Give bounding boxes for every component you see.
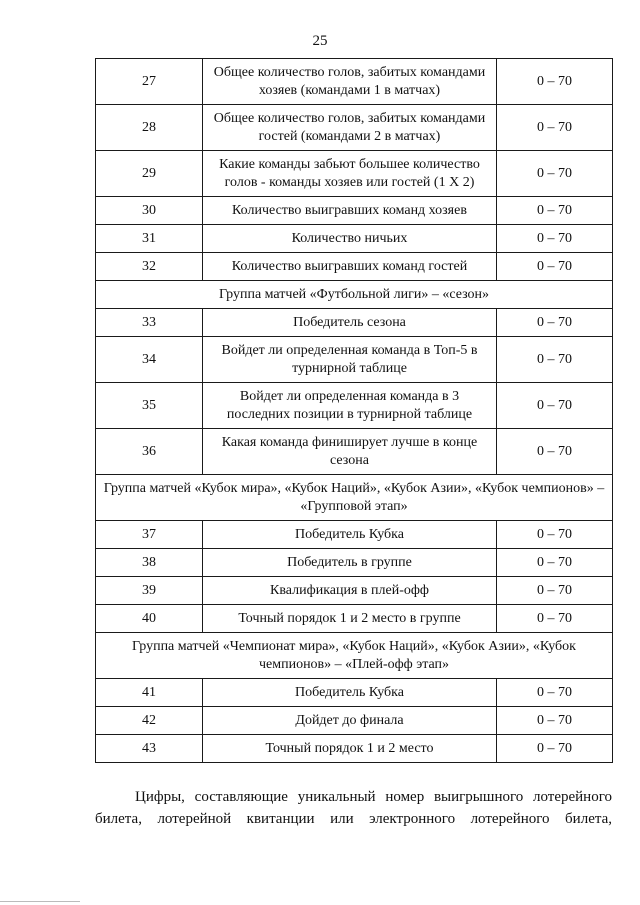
row-range-cell: 0 – 70 <box>497 151 613 197</box>
row-range-cell: 0 – 70 <box>497 605 613 633</box>
row-number-cell: 36 <box>96 429 203 475</box>
table-row <box>96 105 613 151</box>
table-row <box>96 549 613 577</box>
group-header-row <box>96 281 613 309</box>
row-description-cell: Количество ничьих <box>203 225 497 253</box>
row-number-cell: 35 <box>96 383 203 429</box>
results-table <box>95 58 613 763</box>
row-number-cell: 27 <box>96 59 203 105</box>
body-text-line-1: Цифры, составляющие уникальный номер выигрышного лотерейного <box>135 789 612 805</box>
table-row <box>96 59 613 105</box>
table-row <box>96 253 613 281</box>
row-range-cell: 0 – 70 <box>497 707 613 735</box>
row-description-cell: Точный порядок 1 и 2 место в группе <box>203 605 497 633</box>
row-description-cell: Количество выигравших команд хозяев <box>203 197 497 225</box>
body-text-line-2: билета, лотерейной квитанции или электронного лотерейного билета, <box>95 811 612 827</box>
row-range-cell: 0 – 70 <box>497 337 613 383</box>
row-description-cell: Победитель Кубка <box>203 679 497 707</box>
row-description-cell: Победитель в группе <box>203 549 497 577</box>
row-range-cell: 0 – 70 <box>497 105 613 151</box>
row-range-cell: 0 – 70 <box>497 225 613 253</box>
row-range-cell: 0 – 70 <box>497 253 613 281</box>
footer-rule <box>0 901 80 902</box>
row-number-cell: 39 <box>96 577 203 605</box>
table-row <box>96 337 613 383</box>
table-row <box>96 383 613 429</box>
row-number-cell: 40 <box>96 605 203 633</box>
table-row <box>96 707 613 735</box>
row-description-cell: Победитель сезона <box>203 309 497 337</box>
row-number-cell: 33 <box>96 309 203 337</box>
group-header-cell: Группа матчей «Чемпионат мира», «Кубок Наций», «Кубок Азии», «Кубок чемпионов» – «Плей-офф этап» <box>96 633 613 679</box>
row-description-cell: Квалификация в плей-офф <box>203 577 497 605</box>
table-body <box>96 59 613 763</box>
table-row <box>96 429 613 475</box>
row-number-cell: 31 <box>96 225 203 253</box>
table-row <box>96 225 613 253</box>
group-header-cell: Группа матчей «Футбольной лиги» – «сезон» <box>96 281 613 309</box>
row-description-cell: Войдет ли определенная команда в 3 последних позиции в турнирной таблице <box>203 383 497 429</box>
row-range-cell: 0 – 70 <box>497 59 613 105</box>
row-range-cell: 0 – 70 <box>497 679 613 707</box>
row-description-cell: Количество выигравших команд гостей <box>203 253 497 281</box>
row-number-cell: 30 <box>96 197 203 225</box>
group-header-row <box>96 633 613 679</box>
row-number-cell: 43 <box>96 735 203 763</box>
table-row <box>96 735 613 763</box>
row-number-cell: 37 <box>96 521 203 549</box>
row-description-cell: Какая команда финиширует лучше в конце сезона <box>203 429 497 475</box>
row-number-cell: 34 <box>96 337 203 383</box>
row-range-cell: 0 – 70 <box>497 735 613 763</box>
row-description-cell: Дойдет до финала <box>203 707 497 735</box>
table-row <box>96 605 613 633</box>
row-range-cell: 0 – 70 <box>497 309 613 337</box>
table-row <box>96 521 613 549</box>
row-number-cell: 38 <box>96 549 203 577</box>
row-description-cell: Общее количество голов, забитых командами гостей (командами 2 в матчах) <box>203 105 497 151</box>
table-row <box>96 679 613 707</box>
table-row <box>96 309 613 337</box>
row-number-cell: 28 <box>96 105 203 151</box>
row-range-cell: 0 – 70 <box>497 197 613 225</box>
row-description-cell: Точный порядок 1 и 2 место <box>203 735 497 763</box>
row-description-cell: Победитель Кубка <box>203 521 497 549</box>
table-row <box>96 151 613 197</box>
row-range-cell: 0 – 70 <box>497 383 613 429</box>
row-description-cell: Какие команды забьют большее количество голов - команды хозяев или гостей (1 Х 2) <box>203 151 497 197</box>
row-number-cell: 32 <box>96 253 203 281</box>
row-description-cell: Войдет ли определенная команда в Топ-5 в турнирной таблице <box>203 337 497 383</box>
group-header-row <box>96 475 613 521</box>
table-row <box>96 197 613 225</box>
row-number-cell: 29 <box>96 151 203 197</box>
row-range-cell: 0 – 70 <box>497 549 613 577</box>
row-range-cell: 0 – 70 <box>497 429 613 475</box>
page-number: 25 <box>312 33 328 49</box>
row-description-cell: Общее количество голов, забитых командами хозяев (командами 1 в матчах) <box>203 59 497 105</box>
row-number-cell: 42 <box>96 707 203 735</box>
row-range-cell: 0 – 70 <box>497 521 613 549</box>
row-number-cell: 41 <box>96 679 203 707</box>
table-row <box>96 577 613 605</box>
group-header-cell: Группа матчей «Кубок мира», «Кубок Наций», «Кубок Азии», «Кубок чемпионов» – «Групповой этап» <box>96 475 613 521</box>
row-range-cell: 0 – 70 <box>497 577 613 605</box>
